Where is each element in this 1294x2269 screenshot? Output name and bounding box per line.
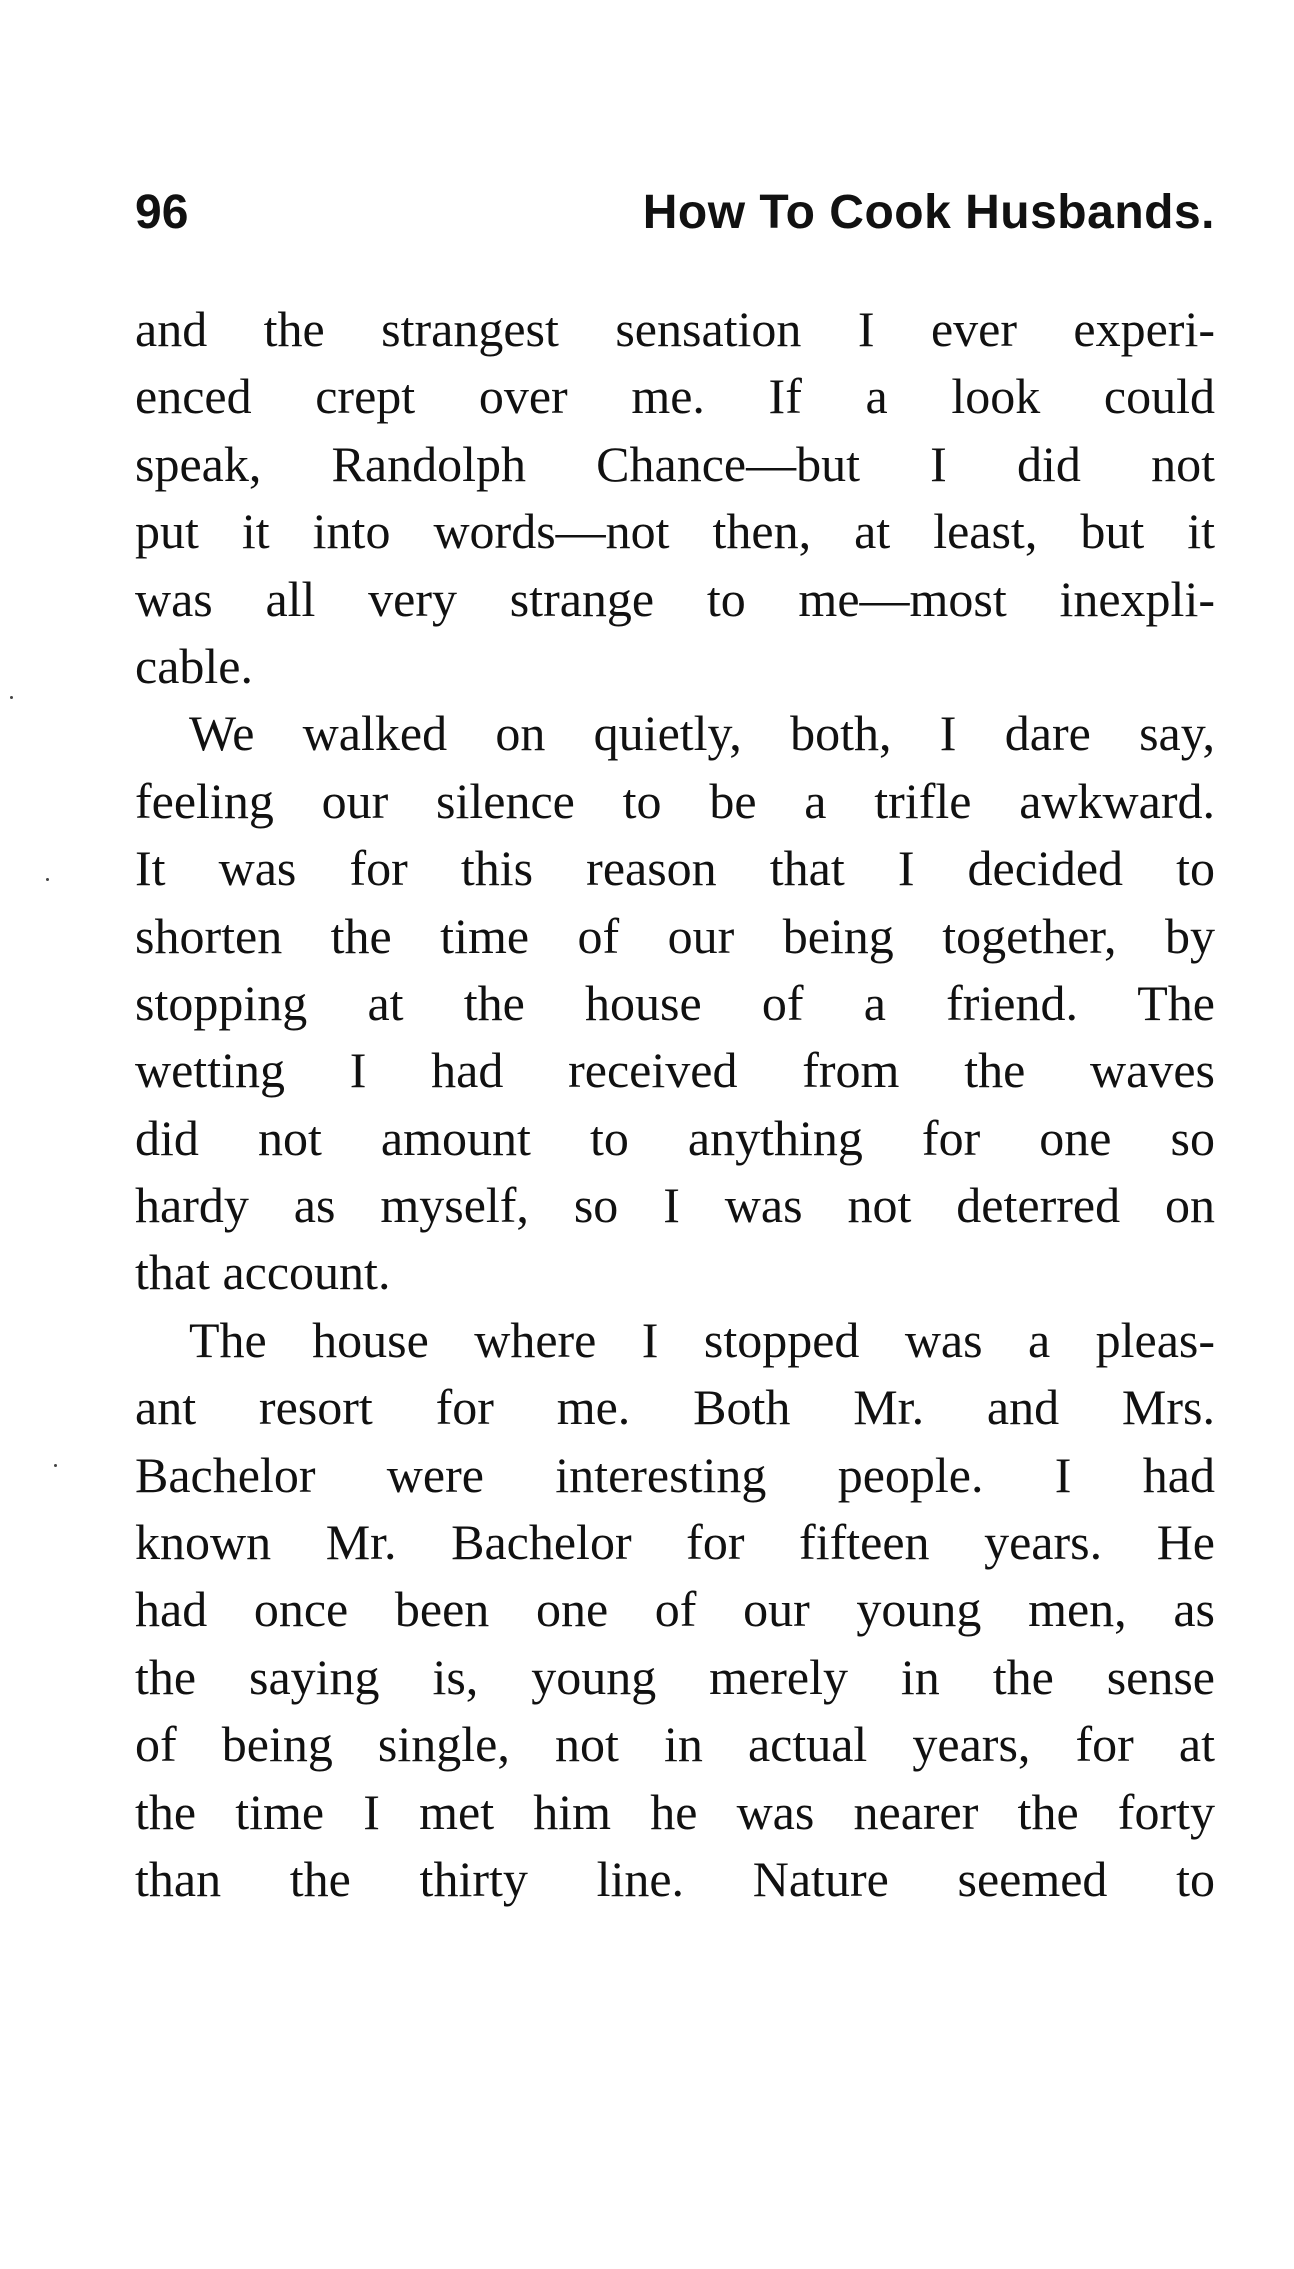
text-line: We walked on quietly, both, I dare say,	[189, 705, 1215, 762]
text-line: wetting I had received from the waves	[135, 1042, 1215, 1099]
text-line: known Mr. Bachelor for fifteen years. He	[135, 1514, 1215, 1571]
text-line: enced crept over me. If a look could	[135, 368, 1215, 425]
text-line: ant resort for me. Both Mr. and Mrs.	[135, 1379, 1215, 1436]
text-line: did not amount to anything for one so	[135, 1109, 1215, 1166]
text-line: of being single, not in actual years, for at	[135, 1716, 1215, 1773]
text-line: The house where I stopped was a pleas-	[189, 1311, 1215, 1368]
text-line: and the strangest sensation I ever experi-	[135, 301, 1215, 357]
text-line: the saying is, young merely in the sense	[135, 1648, 1215, 1705]
running-title: How To Cook Husbands.	[642, 186, 1215, 239]
paragraph-3	[135, 1307, 1215, 1914]
running-head	[135, 178, 1215, 248]
text-line: was all very strange to me—most inexpli-	[135, 570, 1215, 627]
text-line: hardy as myself, so I was not deterred on	[135, 1177, 1215, 1234]
text-line: had once been one of our young men, as	[135, 1581, 1215, 1638]
text-line: cable.	[135, 637, 253, 694]
scan-speck	[46, 878, 49, 881]
scan-speck	[10, 696, 13, 699]
text-line: feeling our silence to be a trifle awkward.	[135, 772, 1215, 829]
text-line: It was for this reason that I decided to	[135, 840, 1215, 897]
text-line: stopping at the house of a friend. The	[135, 974, 1215, 1031]
text-line: the time I met him he was nearer the forty	[135, 1783, 1215, 1840]
text-line: that account.	[135, 1244, 391, 1301]
text-line: shorten the time of our being together, by	[135, 907, 1215, 964]
page-number: 96	[135, 186, 189, 239]
text-line: Bachelor were interesting people. I had	[135, 1446, 1215, 1503]
scan-speck	[54, 1464, 57, 1467]
paragraph-1	[135, 296, 1215, 700]
text-line: speak, Randolph Chance—but I did not	[135, 435, 1215, 492]
text-line: than the thirty line. Nature seemed to	[135, 1850, 1215, 1907]
body-text	[135, 296, 1215, 1913]
paragraph-2	[135, 700, 1215, 1307]
text-line: put it into words—not then, at least, but it	[135, 503, 1215, 560]
